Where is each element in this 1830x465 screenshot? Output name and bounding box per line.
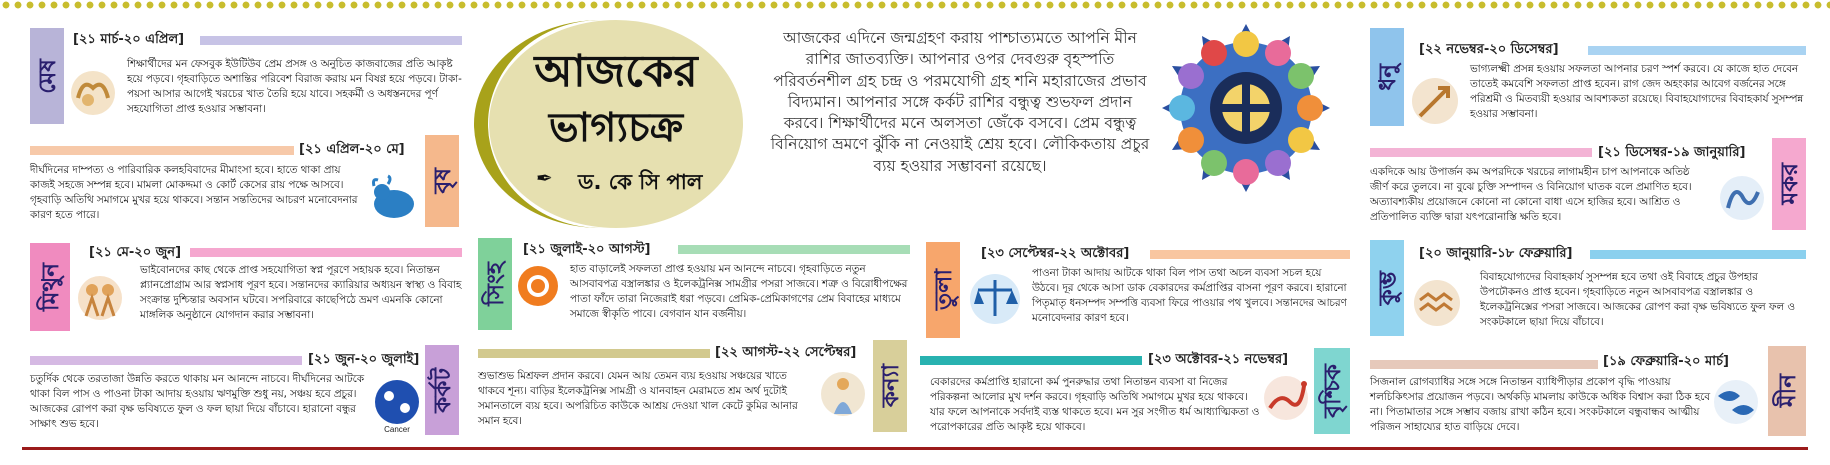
sign-date: [২০ জানুয়ারি-১৮ ফেব্রুয়ারি] [1416,244,1575,265]
dotted-top-border [0,0,1830,12]
sign-name-tab [1768,346,1806,436]
sign-name: তুলা [930,269,957,311]
intro-text: আজকের এদিনে জন্মগ্রহণ করায় পাশ্চাত্যমতে আপনি মীন রাশির জাতব্যক্তি। আপনার ওপর দেবগুরু বৃহস্পতি পরিবর্তনশীল গ্রহ চন্দ্র ও পরমযোগী গ্রহ শনি মহারাজের প্রভাব বিদ্যমান। আপনার সঙ্গে কর্কট রাশির বন্ধুত্ব শুভফল প্রদান করবে। শিক্ষার্থীদের মনে অলসতা জেঁকে বসবে। প্রেম বন্ধুত্ব বিনিয়োগ ভ্রমণে ঝুঁকি না নেওয়াই শ্রেয় হবে। লৌকিকতায় প্রচুর ব্যয় হওয়ার সম্ভাবনা রয়েছে। [770,29,1150,175]
sign-name-tab [30,28,64,124]
sign-name: কর্কট [429,367,456,413]
sign-color-bar [30,146,294,155]
sign-color-bar [1590,250,1806,259]
sign-date: [২১ এপ্রিল-২০ মে] [296,140,408,161]
taurus-icon [368,172,420,224]
sign-text: বিবাহযোগ্যদের বিবাহকার্য সুসম্পন্ন হবে তথা ওই বিবাহে প্রচুর উপহার উপঢৌকনও প্রাপ্ত হবেন। গৃহবাড়িতে নতুন আসবাবপত্র বস্ত্রালঙ্কার ও ইলেকট্রনিক্সের পসরা সাজবে। আজকের রোপণ করা বৃক্ষ ভবিষ্যতে ফুল ফল ও সংকটকালে ছায়া দিয়ে বাঁচাবে। [1480,271,1795,328]
virgo-icon [818,368,868,422]
sign-color-bar [478,349,710,358]
author-name: ড. কে সি পাল [578,170,703,194]
sign-color-bar [1588,46,1806,55]
sign-color-bar [190,248,462,257]
capricorn-icon [1716,172,1768,226]
sign-text: ভাগ্যলক্ষ্মী প্রসন্ন হওয়ায় সফলতা আপনার চরণ স্পর্শ করবে। যে কাজে হাত দেবেন তাতেই কমবেশি সফলতা প্রাপ্ত হবেন। রাগ জেদ অহংকার আবেগ বর্জনের সঙ্গে পরিশ্রমী ও মিতব্যয়ী হওয়ার আবশ্যকতা রয়েছে। বিবাহযোগ্যদের বিবাহকার্য সুসম্পন্ন হওয়ার সম্ভাবনা। [1470,63,1804,120]
sign-name-tab [926,242,960,338]
sign-name-tab [1370,28,1404,126]
pisces-icon [1710,376,1762,430]
sign-name: কুম্ভ [1374,270,1401,306]
page-title-line1: আজকের [534,46,698,97]
sign-text: একদিকে আয় উপার্জন কম অপরদিকে খরচের লাগামহীন চাপ আপনাকে অতিষ্ঠ জীর্ণ করে তুলবে। না বুঝে চুক্তি সম্পাদন ও বিনিয়োগ ঘাতক বলে প্রমাণিত হবে। অত্যাবশ্যকীয় প্রয়োজনে কোনো না কোনো বাধা এসে হাজির হবে। আশ্রিত ও প্রতিপালিত ব্যক্তি দ্বারা যৎপরোনাস্তি ক্ষতি হবে। [1370,166,1692,223]
sign-name: কন্যা [877,364,904,408]
sign-color-bar [1370,360,1598,369]
sign-name: মকর [1776,163,1803,205]
sign-date: [২৩ অক্টোবর-২১ নভেম্বর] [1145,350,1291,371]
svg-text:Cancer: Cancer [384,425,410,434]
sagittarius-icon [1408,74,1462,128]
sign-name: মেষ [34,58,61,94]
sign-name-tab [478,238,512,330]
page-title-line2: ভাগ্যচক্র [548,105,684,151]
scorpio-icon [1260,372,1312,426]
sign-name: মিথুন [37,263,64,311]
sign-name-tab [30,243,70,331]
libra-icon [966,270,1024,328]
sign-name-tab [873,340,907,432]
sign-text: শিক্ষার্থীদের মন ফেসবুক ইউটিউব প্রেম প্রসঙ্গ ও অনুচিত কাজবাজের প্রতি আকৃষ্ট হয়ে পড়বে। গৃহবাড়িতে অশান্তির পরিবেশ বিরাজ করায় মন বিষণ্ণ হয়ে পড়বে। টাকা-পয়সা আসার আগেই খরচের খাত তৈরি হয়ে যাবে। সহকর্মী ও অধস্তনদের পূর্ণ সহযোগিতা প্রাপ্ত হওয়ার সম্ভাবনা। [127,58,462,115]
aries-icon [68,68,118,118]
sign-text: বেকারদের কর্মপ্রাপ্তি হারানো কর্ম পুনরুদ্ধার তথা নিতান্তন ব্যবসা বা নিজের পরিকল্পনা আলোর মুখ দর্শন করবে। গৃহবাড়ি অতিথি সমাগমে মুখর হয়ে থাকবে। যার ফলে আপনাকে সর্বদাই ব্যস্ত থাকতে হবে। মন সুর সংগীত ধর্ম আধ্যাত্মিকতা ও পরোপকারের প্রতি আকৃষ্ট হয়ে থাকবে। [930,376,1260,433]
quill-icon: ✒ [536,166,553,190]
sign-text: ভাইবোনদের কাছ থেকে প্রাপ্ত সহযোগিতা স্বপ্ন পূরণে সহায়ক হবে। নিতান্তন প্ল্যানপ্রোগ্রাম আর স্বপ্নসাধ পূরণ হবে। সন্তানদের ক্যারিয়ার অধ্যয়ন স্বাস্থ্য ও বিবাহ সংক্রান্ত দুশ্চিন্তার অবসান ঘটবে। সপরিবারে কাছেপিঠে ভ্রমণ এমনকি কোনো মাঙ্গলিক অনুষ্ঠানে যোগদান করার সম্ভাবনা। [140,264,462,321]
gemini-icon [74,272,126,324]
sign-text: শুভাশুভ মিশ্রফল প্রদান করবে। যেমন আয় তেমন ব্যয় হওয়ায় সঞ্চয়ের খাতে থাকবে শূন্য। বাড়ির ইলেকট্রনিক্স সামগ্রী ও যানবাহন মেরামতে শ্রম অর্থ দুটোই সমানতালে ব্যয় হবে। অপরিচিত কাউকে আশ্রয় দেওয়া খাল কেটে কুমির আনার সমান হবে। [478,370,798,427]
sign-color-bar [200,36,462,45]
sign-text: চতুর্দিক থেকে তরতাজা উন্নতি করতে থাকায় মন আনন্দে নাচবে। দীর্ঘদিনের আটকে থাকা বিল পাস ও পাওনা টাকা আদায় হওয়ায় ঋণমুক্তি শুধু নয়, সঞ্চয় হবে প্রচুর। আজকের রোপণ করা বৃক্ষ ভবিষ্যতে ফুল ও ফল ছায়া দিয়ে বাঁচাবে। হারানো বন্ধুর সাক্ষাৎ শুভ হবে। [30,373,364,430]
sign-date: [২১ ডিসেম্বর-১৯ জানুয়ারি] [1595,143,1748,164]
sign-color-bar [920,356,1142,365]
sign-text: হাত বাড়ালেই সফলতা প্রাপ্ত হওয়ায় মন আনন্দে নাচবে। গৃহবাড়িতে নতুন আসবাবপত্র বস্ত্রালঙ্কার ও ইলেকট্রনিক্স সামগ্রীর পসরা সাজবে। শত্রু ও বিরোধীপক্ষের পাতা ফাঁদে তারা নিজেরাই ধরা পড়বে। প্রেমিক-প্রেমিকাগণের প্রেম বিবাহের মাধ্যমে সমাজে স্বীকৃতি পাবে। বেগবান যান বর্জনীয়। [570,263,908,320]
sign-date: [১৯ ফেব্রুয়ারি-২০ মার্চ] [1600,352,1732,373]
sign-name-tab [1772,138,1806,230]
sign-date: [২১ মার্চ-২০ এপ্রিল] [70,30,187,51]
cancer-icon [372,378,422,434]
sign-name: মীন [1774,374,1801,408]
sign-name: বৃষ [429,168,456,194]
sign-name-tab [425,345,459,435]
sign-date: [২৩ সেপ্টেম্বর-২২ অক্টোবর] [978,244,1132,265]
aquarius-icon [1410,276,1464,330]
sign-color-bar [30,356,302,365]
sign-name: সিংহ [482,262,509,306]
sign-date: [২২ আগস্ট-২২ সেপ্টেম্বর] [712,343,859,364]
sign-color-bar [1150,250,1350,259]
sign-text: দীর্ঘদিনের দাম্পত্য ও পারিবারিক কলহবিবাদের মীমাংসা হবে। হাতে থাকা প্রায় কাজই সহজে সম্পন্ন হবে। মামলা মোকদ্দমা ও কোর্ট কেসের রায় পক্ষে আসবে। গৃহবাড়ি অতিথি সমাগমে মুখর হয়ে থাকবে। সন্তান সন্ততিদের আচরণ মনোবেদনার কারণ হতে পারে। [30,164,358,221]
sign-name: বৃশ্চিক [1319,364,1346,418]
sign-date: [২১ জুলাই-২০ আগস্ট] [520,240,653,261]
sign-text: পাওনা টাকা আদায় আটকে থাকা বিল পাস তথা অচল ব্যবসা সচল হয়ে উঠবে। দূর থেকে আসা ডাক বেকারদের কর্মপ্রাপ্তির বাসনা পূরণ করবে। হারানো পিতৃমাতৃ ধনসম্পদ সম্পত্তি ব্যবসা ফিরে পাওয়ার পথ খুলবে। সন্তানদের আচরণ মনোবেদনার কারণ হবে। [1032,267,1347,324]
bottom-rule [22,447,1808,450]
sign-date: [২২ নভেম্বর-২০ ডিসেম্বর] [1416,40,1562,61]
sign-color-bar [1370,148,1592,157]
sign-name-tab [425,135,459,227]
zodiac-wheel-icon [1160,22,1332,194]
sign-text: সিজনাল রোগব্যাধির সঙ্গে সঙ্গে নিতান্তন ব্যাধিপীড়ার প্রকোপ বৃদ্ধি পাওয়ায় শলচিকিৎসার প্রয়োজন পড়বে। অর্থকড়ি মামলায় কাউকে অধিক বিশ্বাস করা ঠিক হবে না। পিতামাতার সঙ্গে সম্ভাব বজায় রাখা কঠিন হবে। সংকটকালে বন্ধুবান্ধব আত্মীয় পরিজন সাহায্যের হাত বাড়িয়ে দেবে। [1370,376,1710,433]
sign-date: [২১ জুন-২০ জুলাই] [305,350,422,371]
sign-name-tab [1370,240,1404,336]
leo-icon [514,264,562,316]
sign-color-bar [678,245,910,254]
sign-date: [২১ মে-২০ জুন] [86,243,184,264]
sign-name: ধনু [1374,63,1401,91]
sign-name-tab [1314,348,1350,434]
